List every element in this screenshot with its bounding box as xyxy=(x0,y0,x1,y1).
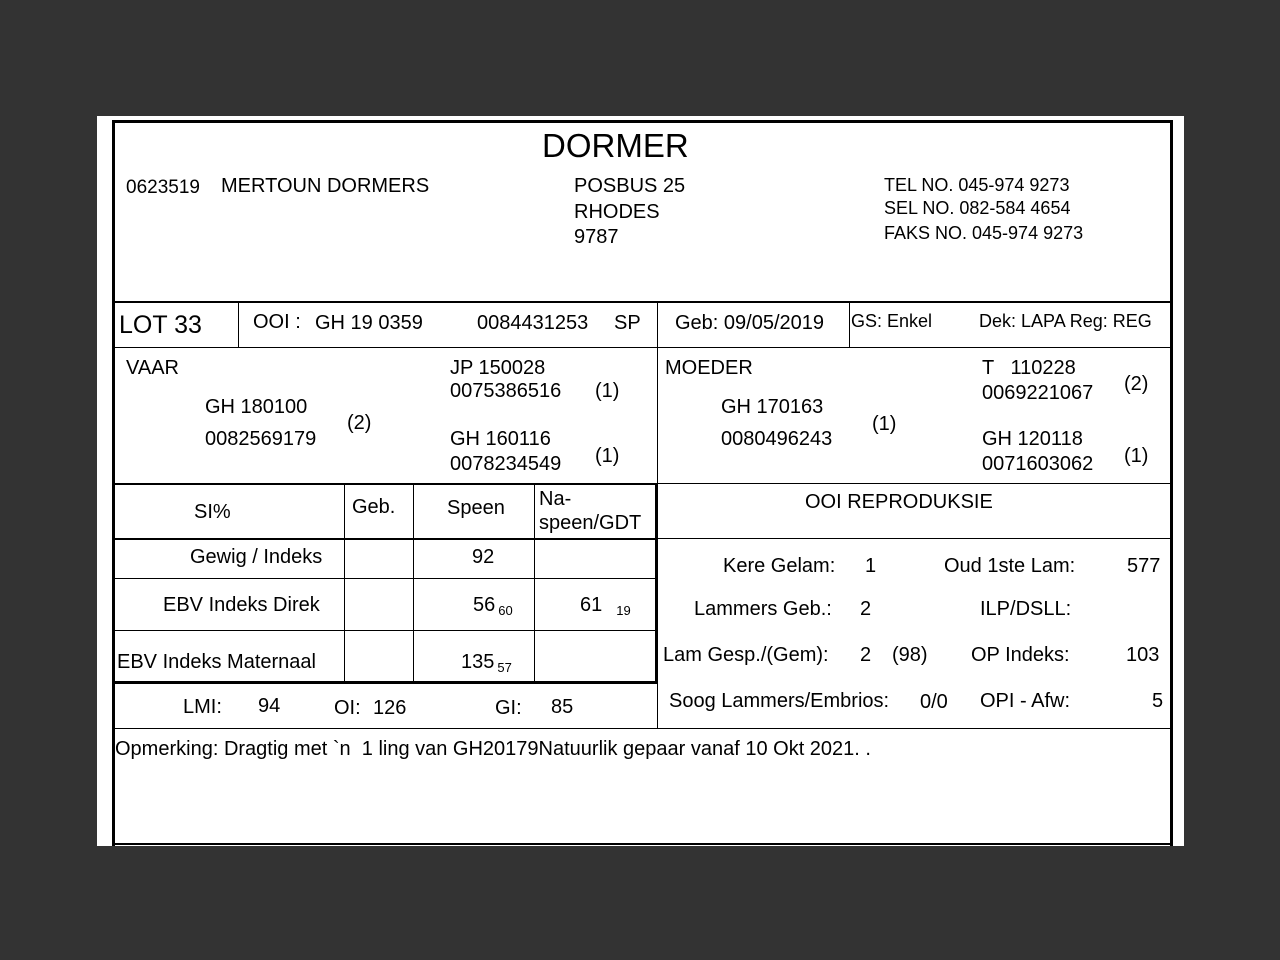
si-row-naspeen-value: 61 xyxy=(580,594,603,616)
clipped-red-text xyxy=(157,844,1137,846)
rule-si-row-2 xyxy=(112,630,657,631)
oi-value: 126 xyxy=(373,697,407,719)
lam-gesp-gem: (98) xyxy=(892,644,928,666)
si-row-speen-sub: 60 xyxy=(498,603,513,618)
birth-date: Geb: 09/05/2019 xyxy=(675,312,825,334)
oud-value: 577 xyxy=(1127,555,1161,577)
moeder-dam-id: GH 120118 xyxy=(982,428,1083,450)
gi-value: 85 xyxy=(551,696,574,718)
moeder-sire-count: (2) xyxy=(1124,373,1149,395)
vaar-sire-count: (1) xyxy=(595,380,620,402)
lammers-geb-value: 2 xyxy=(860,598,872,620)
ooi-label: OOI : xyxy=(253,311,301,333)
lot-number: LOT 33 xyxy=(119,311,202,339)
ooi-sp: SP xyxy=(614,312,641,334)
ooi-number: 0084431253 xyxy=(477,312,589,334)
si-row-label: Gewig / Indeks xyxy=(190,546,323,568)
oi-label: OI: xyxy=(334,697,361,719)
si-row-label: EBV Indeks Direk xyxy=(163,594,320,616)
ilp-label: ILP/DSLL: xyxy=(980,598,1072,620)
lam-gesp-value: 2 xyxy=(860,644,872,666)
rule-si-row-1 xyxy=(112,578,657,579)
rule-si-col-3 xyxy=(534,484,535,682)
si-row-label: EBV Indeks Maternaal xyxy=(117,651,316,673)
address-line-2: RHODES xyxy=(574,201,660,223)
si-row-speen-sub: 57 xyxy=(497,660,512,675)
opi-value: 5 xyxy=(1152,690,1164,712)
breeder-name: MERTOUN DORMERS xyxy=(221,175,430,197)
vaar-number: 0082569179 xyxy=(205,428,317,450)
kere-gelam-value: 1 xyxy=(865,555,877,577)
si-row-naspeen-sub: 19 xyxy=(616,603,631,618)
frame-top-border xyxy=(112,120,1173,123)
gs-value: GS: Enkel xyxy=(851,311,933,331)
vaar-dam-number: 0078234549 xyxy=(450,453,562,475)
address-line-3: 9787 xyxy=(574,226,619,248)
rule-si-header-bottom xyxy=(112,538,657,540)
gi-label: GI: xyxy=(495,697,522,719)
rule-si-thick-right xyxy=(655,483,658,683)
lot-card xyxy=(97,116,1184,846)
card-title: DORMER xyxy=(542,127,689,164)
rule-si-col-1 xyxy=(344,484,345,682)
si-row-naspeen xyxy=(580,594,631,618)
vaar-count: (2) xyxy=(347,412,372,434)
oud-label: Oud 1ste Lam: xyxy=(944,555,1076,577)
ooi-id: GH 19 0359 xyxy=(315,312,423,334)
vaar-sire-number: 0075386516 xyxy=(450,380,562,402)
si-header-si: SI% xyxy=(194,501,231,523)
op-label: OP Indeks: xyxy=(971,644,1070,666)
sel-number: SEL NO. 082-584 4654 xyxy=(884,198,1071,218)
faks-number: FAKS NO. 045-974 9273 xyxy=(884,223,1084,243)
si-header-naspeen: Na- speen/GDT xyxy=(539,488,642,534)
vaar-dam-id: GH 160116 xyxy=(450,428,551,450)
soog-label: Soog Lammers/Embrios: xyxy=(669,690,890,712)
kere-gelam-label: Kere Gelam: xyxy=(723,555,836,577)
vaar-sire-id: JP 150028 xyxy=(450,357,546,379)
si-row-speen-value: 135 xyxy=(461,651,495,673)
remark-text: Dragtig met `n 1 ling van GH20179Natuurlik gepaar vanaf 10 Okt 2021. . xyxy=(223,738,871,760)
lam-gesp-label: Lam Gesp./(Gem): xyxy=(663,644,829,666)
rule-lot-bottom xyxy=(112,347,1173,348)
soog-value: 0/0 xyxy=(920,691,948,713)
moeder-count: (1) xyxy=(872,413,897,435)
rule-header-bottom xyxy=(112,301,1173,303)
si-row-speen xyxy=(461,651,512,675)
opi-label: OPI - Afw: xyxy=(980,690,1071,712)
rule-lot-divider xyxy=(238,302,239,348)
op-value: 103 xyxy=(1126,644,1160,666)
moeder-sire-number: 0069221067 xyxy=(982,382,1094,404)
moeder-number: 0080496243 xyxy=(721,428,833,450)
si-row-speen xyxy=(473,594,513,618)
repro-title: OOI REPRODUKSIE xyxy=(805,491,993,513)
breeder-code: 0623519 xyxy=(126,177,200,198)
moeder-dam-number: 0071603062 xyxy=(982,453,1094,475)
address-line-1: POSBUS 25 xyxy=(574,175,686,197)
rule-si-table-bottom xyxy=(112,681,657,684)
si-header-geb: Geb. xyxy=(352,496,396,518)
remark-label: Opmerking: xyxy=(115,738,219,760)
vaar-id: GH 180100 xyxy=(205,396,308,418)
rule-si-col-2 xyxy=(413,484,414,682)
lammers-geb-label: Lammers Geb.: xyxy=(694,598,832,620)
si-header-speen: Speen xyxy=(447,497,505,519)
dek-reg: Dek: LAPA Reg: REG xyxy=(979,311,1152,331)
moeder-id: GH 170163 xyxy=(721,396,824,418)
moeder-dam-count: (1) xyxy=(1124,445,1149,467)
moeder-label: MOEDER xyxy=(665,357,753,379)
rule-gs-divider xyxy=(849,302,850,348)
tel-number: TEL NO. 045-974 9273 xyxy=(884,175,1070,195)
rule-remark-top xyxy=(112,728,1173,729)
lmi-label: LMI: xyxy=(183,696,222,718)
remark-line xyxy=(115,739,871,759)
rule-repro-header-bottom xyxy=(657,538,1173,539)
moeder-sire-id: T 110228 xyxy=(982,357,1076,379)
vaar-dam-count: (1) xyxy=(595,445,620,467)
rule-si-left-thick xyxy=(112,483,657,485)
lmi-value: 94 xyxy=(258,695,281,717)
si-row-speen-value: 56 xyxy=(473,594,496,616)
vaar-label: VAAR xyxy=(126,357,179,379)
si-row-speen: 92 xyxy=(472,546,495,568)
